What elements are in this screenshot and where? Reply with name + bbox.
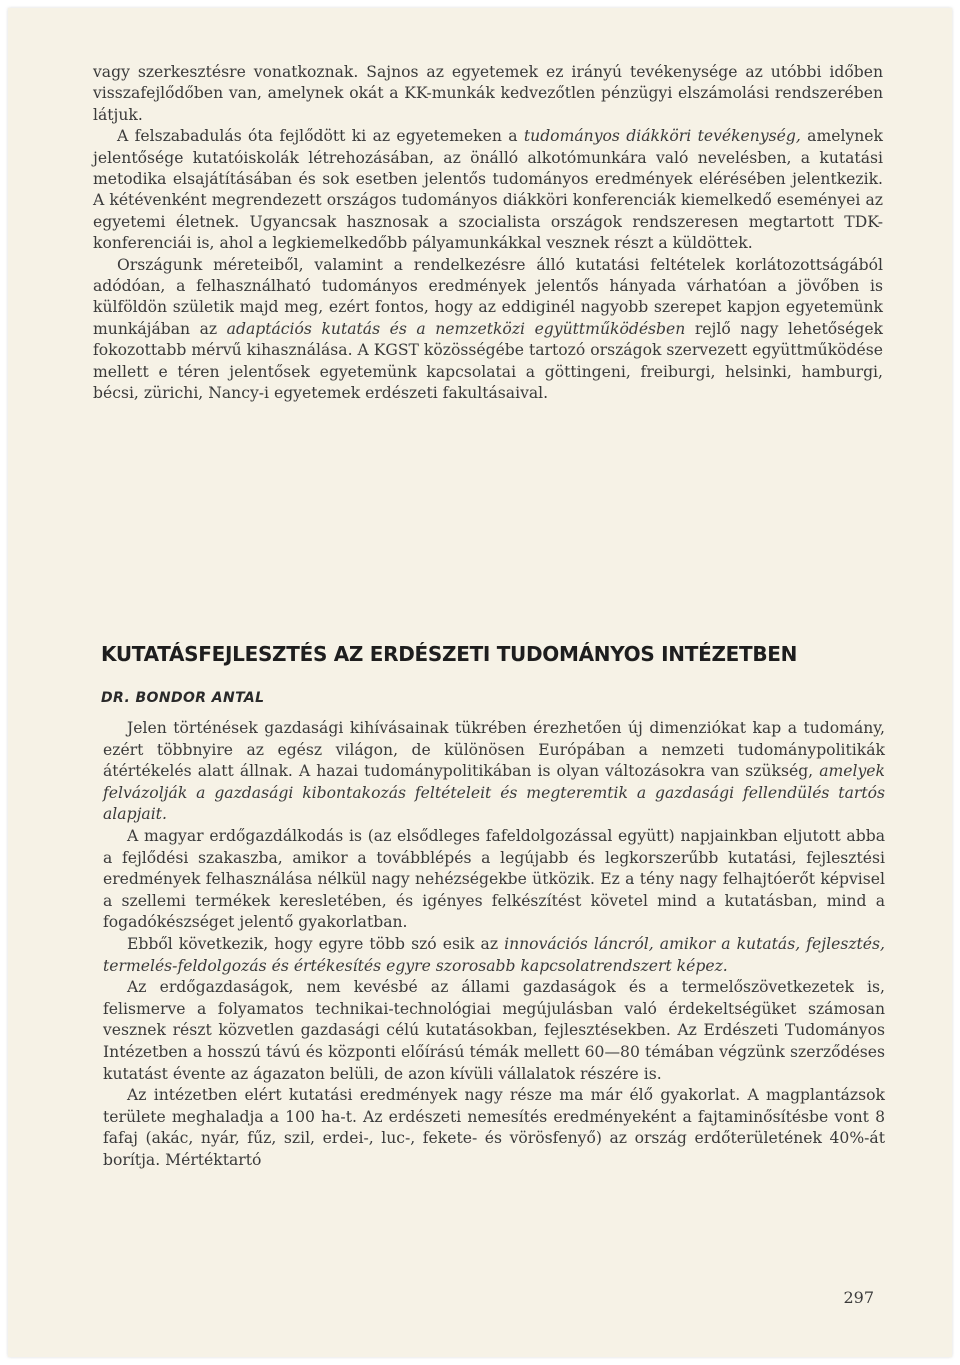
text-run: A felszabadulás óta fejlődött ki az egyetemeken a (117, 127, 524, 146)
text-run: vagy szerkesztésre vonatkoznak. Sajnos az egyetemek ez irányú tevékenysége az utóbbi időben visszafejlődőben van, amelynek okát a KK-munkák kedvezőtlen pénzügyi elszámolási rendszerében látjuk. (93, 63, 883, 124)
text-run: A magyar erdőgazdálkodás is (az elsődleges fafeldolgozással együtt) napjainkban eljutott abba a fejlődési szakaszba, amikor a továbblépés a legújabb és legkorszerűbb kutatási, fejlesztési eredmények felhasználása nélkül nagy nehézségekbe ütközik. Ez a tény nagy felhajtóerőt képvisel a szellemi termékek keresletében, és igényes felkészítést követel mind a kutatásban, mind a fogadókészséget jelentő gyakorlatban. (103, 826, 885, 932)
paragraph (93, 62, 883, 126)
page-number: 297 (843, 1288, 874, 1307)
text-run: rejlő nagy lehetőségek fokozottabb mérvű kihasználása. A KGST közösségébe tartozó országok szervezett együttműködése mellett e téren jelentősek egyetemünk kapcsolatai a göttingeni, freiburgi, helsinki, hamburgi, bécsi, zürichi, Nancy-i egyetemek erdészeti fakultásaival. (93, 319, 883, 403)
paragraph (103, 1085, 885, 1171)
text-run: Országunk méreteiből, valamint a rendelkezésre álló kutatási feltételek korlátozottságából adódóan, a felhasználható tudományos eredmények jelentős hányada várhatóan a jövőben is külföldön születik majd meg, ezért fontos, hogy az eddiginél nagyobb szerepet kapjon egyetemünk munkájában az (93, 255, 883, 338)
paragraph (103, 826, 885, 934)
paragraph (93, 255, 883, 405)
section-previous-text (93, 62, 883, 405)
text-run: Az erdőgazdaságok, nem kevésbé az állami gazdaságok és a termelőszövetkezetek is, felismerve a folyamatos technikai-technológiai megújulásban való érdekeltségüket számosan vesznek részt közvetlen gazdasági célú kutatásokban, fejlesztésekben. Az Erdészeti Tudományos Intézetben a hosszú távú és központi előírású témák mellett 60—80 témában végzünk szerződéses kutatást évente az ágazaton belüli, de azon kívüli vállalatok részére is. (103, 978, 885, 1083)
italic-text-run: adaptációs kutatás és a nemzetközi együttműködésben (226, 319, 686, 338)
paragraph (103, 718, 885, 826)
paragraph (93, 126, 883, 254)
text-run: Az intézetben elért kutatási eredmények nagy része ma már élő gyakorlat. A magplantázsok területe meghaladja a 100 ha-t. Az erdészeti nemesítés eredményeként a fajtaminősítésbe vont 8 fafaj (akác, nyár, fűz, szil, erdei-, luc-, fekete- és vörösfenyő) az ország erdőterületének 40%-át borítja. Mértéktartó (103, 1086, 885, 1169)
paragraph (103, 934, 885, 977)
italic-text-run: amelyek felvázolják a gazdasági kibontakozás feltételeit és megteremtik a gazdasági fellendülés tartós alapjait. (103, 762, 885, 824)
document-page (8, 8, 952, 1357)
article-author: DR. BONDOR ANTAL (101, 690, 265, 706)
article-body (103, 718, 885, 1171)
text-run: Jelen történések gazdasági kihívásainak tükrében érezhetően új dimenziókat kap a tudomány, ezért többnyire az egész világon, de különösen Európában a nemzeti tudománypolitikák átértékelés alatt állnak. A hazai tudománypolitikában is olyan változásokra van szükség, (103, 719, 885, 781)
text-run: Ebből következik, hogy egyre több szó esik az (127, 934, 505, 953)
italic-text-run: tudományos diákköri tevékenység, (523, 127, 801, 146)
paragraph (103, 977, 885, 1085)
article-title: KUTATÁSFEJLESZTÉS AZ ERDÉSZETI TUDOMÁNYOS INTÉZETBEN (101, 642, 798, 666)
text-run: amelynek jelentősége kutatóiskolák létrehozásában, az önálló alkotómunkára való nevelésben, a kutatási metodika elsajátításában és sok esetben jelentős tudományos eredmények elérésében jelentkezik. A kétévenként megrendezett országos tudományos diákköri konferenciák kiemelkedő eseményei az egyetemi életnek. Ugyancsak hasznosak a szocialista országok rendszeresen megtartott TDK-konferenciái is, ahol a legkiemelkedőbb pályamunkákkal vesznek részt a küldöttek. (93, 127, 883, 253)
italic-text-run: innovációs láncról, amikor a kutatás, fejlesztés, termelés-feldolgozás és értékesítés egyre szorosabb kapcsolatrendszert képez. (103, 934, 885, 975)
